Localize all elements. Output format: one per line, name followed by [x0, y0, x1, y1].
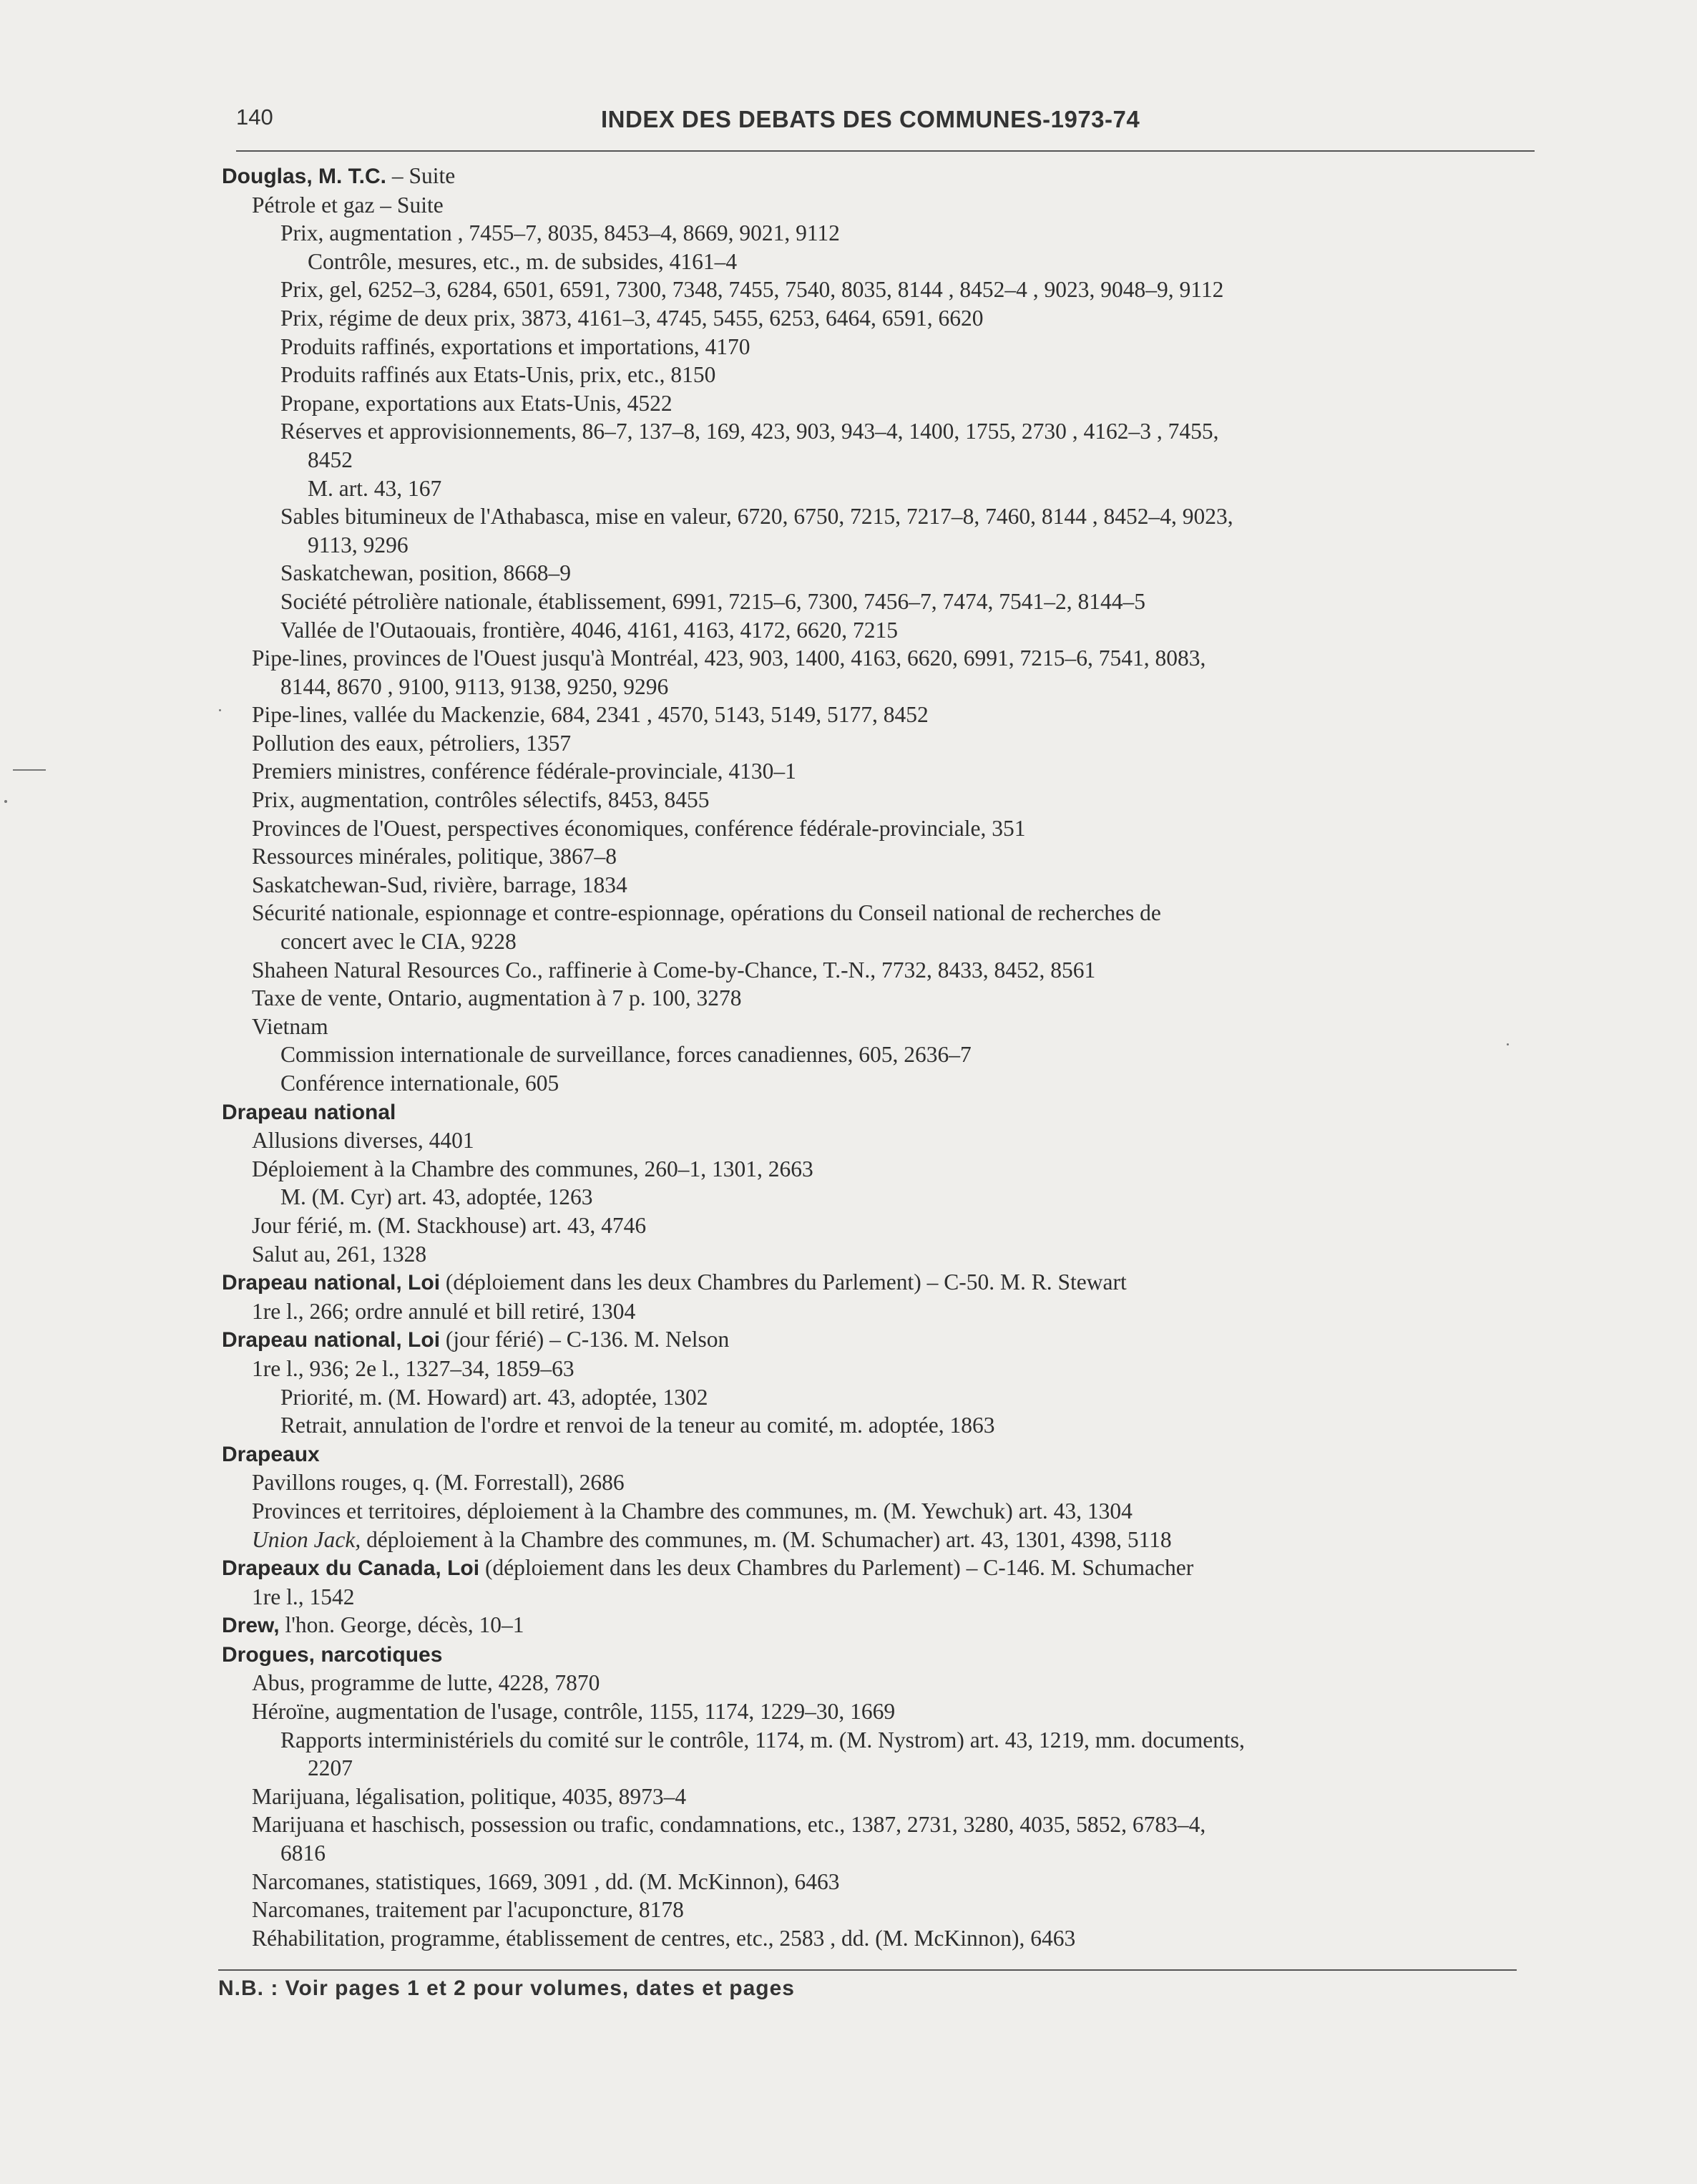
- index-heading: [215, 1325, 1531, 1355]
- entry-text: Abus, programme de lutte, 4228, 7870: [252, 1670, 600, 1696]
- index-subentry: [215, 1040, 1531, 1069]
- index-subentry: [215, 417, 1531, 446]
- index-subentry: [215, 446, 1531, 474]
- entry-text: Produits raffinés, exportations et importations, 4170: [280, 333, 750, 359]
- index-subentry: [215, 1526, 1531, 1554]
- heading-term: Drapeau national, Loi: [222, 1328, 441, 1352]
- index-subentry: [215, 304, 1531, 333]
- index-subentry: [215, 1839, 1531, 1868]
- index-subentry: [215, 842, 1531, 871]
- heading-term: Douglas, M. T.C.: [222, 165, 387, 188]
- heading-term: Drapeau national: [222, 1100, 396, 1124]
- entry-text: 9113, 9296: [308, 532, 409, 557]
- header-rule: [236, 150, 1535, 152]
- entry-text: Taxe de vente, Ontario, augmentation à 7 p. 100, 3278: [252, 985, 742, 1011]
- entry-text: Pollution des eaux, pétroliers, 1357: [252, 730, 572, 756]
- entry-text: 8452: [308, 447, 353, 472]
- entry-text: Provinces de l'Ouest, perspectives économiques, conférence fédérale-provinciale, 351: [252, 815, 1026, 841]
- index-subentry: [215, 673, 1531, 701]
- entry-text: Commission internationale de surveillance, forces canadiennes, 605, 2636–7: [280, 1042, 972, 1068]
- entry-text: Provinces et territoires, déploiement à la Chambre des communes, m. (M. Yewchuk) art. 43, 1304: [252, 1498, 1133, 1524]
- index-subentry: [215, 248, 1531, 276]
- index-subentry: [215, 1726, 1531, 1755]
- entry-text: Déploiement à la Chambre des communes, 260–1, 1301, 2663: [252, 1156, 813, 1181]
- index-subentry: [215, 927, 1531, 956]
- index-subentry: [215, 1697, 1531, 1726]
- index-entries: [215, 162, 1531, 1952]
- entry-text: déploiement à la Chambre des communes, m. (M. Schumacher) art. 43, 1301, 4398, 5118: [361, 1526, 1172, 1552]
- entry-text: Réserves et approvisionnements, 86–7, 137–8, 169, 423, 903, 943–4, 1400, 1755, 2730 , 4162–3 , 7455,: [280, 419, 1219, 444]
- footer-rule: [218, 1969, 1517, 1971]
- index-subentry: [215, 219, 1531, 248]
- index-subentry: [215, 559, 1531, 588]
- scan-speck: [219, 709, 221, 711]
- index-subentry: [215, 1126, 1531, 1155]
- heading-term: Drogues, narcotiques: [222, 1642, 443, 1667]
- entry-text: Conférence internationale, 605: [280, 1071, 559, 1096]
- index-subentry: [215, 616, 1531, 645]
- entry-text: Salut au, 261, 1328: [252, 1241, 427, 1267]
- entry-text: Prix, augmentation , 7455–7, 8035, 8453–4, 8669, 9021, 9112: [280, 220, 840, 246]
- margin-speck: [4, 800, 7, 803]
- index-subentry: [215, 814, 1531, 843]
- entry-text: Prix, régime de deux prix, 3873, 4161–3, 4745, 5455, 6253, 6464, 6591, 6620: [280, 305, 984, 331]
- index-subentry: [215, 1355, 1531, 1383]
- index-subentry: [215, 1155, 1531, 1184]
- entry-text: Rapports interministériels du comité sur le contrôle, 1174, m. (M. Nystrom) art. 43, 1219, mm. documents,: [280, 1727, 1245, 1752]
- index-subentry: [215, 1754, 1531, 1783]
- index-subentry: [215, 1810, 1531, 1839]
- entry-text: Prix, gel, 6252–3, 6284, 6501, 6591, 7300, 7348, 7455, 7540, 8035, 8144 , 8452–4 , 9023, 9048–9, 9112: [280, 277, 1224, 303]
- entry-text: Contrôle, mesures, etc., m. de subsides, 4161–4: [308, 248, 738, 274]
- entry-text: Ressources minérales, politique, 3867–8: [252, 844, 617, 869]
- entry-text: 1re l., 1542: [252, 1584, 355, 1609]
- entry-text: Vietnam: [252, 1013, 328, 1039]
- entry-text: 1re l., 266; ordre annulé et bill retiré, 1304: [252, 1298, 636, 1324]
- index-subentry: [215, 757, 1531, 786]
- entry-text: 2207: [308, 1755, 353, 1781]
- running-title: INDEX DES DEBATS DES COMMUNES-1973-74: [601, 106, 1140, 132]
- index-subentry: [215, 191, 1531, 220]
- entry-text: – Suite: [386, 163, 456, 188]
- entry-text: Sécurité nationale, espionnage et contre-espionnage, opérations du Conseil national de recherches de: [252, 900, 1161, 926]
- margin-mark: [13, 769, 46, 771]
- index-subentry: [215, 899, 1531, 927]
- entry-text: M. (M. Cyr) art. 43, adoptée, 1263: [280, 1184, 593, 1210]
- index-subentry: [215, 333, 1531, 361]
- index-subentry: [215, 1297, 1531, 1326]
- index-subentry: [215, 729, 1531, 758]
- entry-text: Retrait, annulation de l'ordre et renvoi de la teneur au comité, m. adoptée, 1863: [280, 1413, 995, 1438]
- index-heading: [215, 162, 1531, 191]
- index-subentry: [215, 1868, 1531, 1896]
- index-subentry: [215, 1924, 1531, 1953]
- entry-text: Prix, augmentation, contrôles sélectifs, 8453, 8455: [252, 787, 710, 813]
- page-header: [236, 100, 1531, 150]
- entry-text: Priorité, m. (M. Howard) art. 43, adoptée, 1302: [280, 1384, 708, 1410]
- entry-text: Pipe-lines, provinces de l'Ouest jusqu'à Montréal, 423, 903, 1400, 4163, 6620, 6991, 7215–6, 7541, 8083,: [252, 645, 1206, 671]
- entry-text: Allusions diverses, 4401: [252, 1128, 474, 1154]
- index-subentry: [215, 1069, 1531, 1098]
- entry-text: Pavillons rouges, q. (M. Forrestall), 2686: [252, 1470, 625, 1496]
- index-subentry: [215, 1583, 1531, 1612]
- index-heading: [215, 1098, 1531, 1127]
- index-subentry: [215, 1013, 1531, 1041]
- index-subentry: [215, 502, 1531, 531]
- entry-text: Propane, exportations aux Etats-Unis, 4522: [280, 390, 673, 416]
- index-subentry: [215, 644, 1531, 673]
- heading-term: Drapeau national, Loi: [222, 1271, 441, 1295]
- index-subentry: [215, 1896, 1531, 1924]
- entry-text: Pipe-lines, vallée du Mackenzie, 684, 2341 , 4570, 5143, 5149, 5177, 8452: [252, 702, 929, 728]
- index-subentry: [215, 1183, 1531, 1212]
- index-heading: [215, 1640, 1531, 1669]
- entry-text: Jour férié, m. (M. Stackhouse) art. 43, 4746: [252, 1212, 647, 1238]
- entry-text: concert avec le CIA, 9228: [280, 929, 517, 955]
- index-subentry: [215, 1783, 1531, 1811]
- entry-text: Marijuana, légalisation, politique, 4035, 8973–4: [252, 1783, 687, 1809]
- italic-term: Union Jack,: [252, 1526, 361, 1552]
- index-subentry: [215, 701, 1531, 729]
- index-subentry: [215, 588, 1531, 616]
- index-subentry: [215, 984, 1531, 1013]
- entry-text: (déploiement dans les deux Chambres du Parlement) – C-50. M. R. Stewart: [440, 1269, 1127, 1295]
- index-subentry: [215, 1383, 1531, 1412]
- index-subentry: [215, 1240, 1531, 1269]
- entry-text: Marijuana et haschisch, possession ou trafic, condamnations, etc., 1387, 2731, 3280, 4035, 5852, 6783–4,: [252, 1812, 1206, 1838]
- index-subentry: [215, 361, 1531, 389]
- index-subentry: [215, 956, 1531, 985]
- entry-text: Pétrole et gaz – Suite: [252, 192, 444, 218]
- entry-text: Vallée de l'Outaouais, frontière, 4046, 4161, 4163, 4172, 6620, 7215: [280, 617, 899, 643]
- index-subentry: [215, 389, 1531, 418]
- index-subentry: [215, 276, 1531, 304]
- entry-text: Shaheen Natural Resources Co., raffinerie à Come-by-Chance, T.-N., 7732, 8433, 8452, 8561: [252, 957, 1096, 983]
- entry-text: (déploiement dans les deux Chambres du Parlement) – C-146. M. Schumacher: [479, 1555, 1194, 1581]
- entry-text: Société pétrolière nationale, établissement, 6991, 7215–6, 7300, 7456–7, 7474, 7541–2, 8144–5: [280, 588, 1146, 614]
- entry-text: Narcomanes, statistiques, 1669, 3091 , dd. (M. McKinnon), 6463: [252, 1868, 840, 1894]
- heading-term: Drew,: [222, 1614, 280, 1638]
- entry-text: (jour férié) – C-136. M. Nelson: [440, 1327, 730, 1352]
- index-heading: [215, 1440, 1531, 1469]
- index-subentry: [215, 1468, 1531, 1497]
- entry-text: l'hon. George, décès, 10–1: [279, 1612, 524, 1638]
- entry-text: 6816: [280, 1841, 326, 1866]
- entry-text: Produits raffinés aux Etats-Unis, prix, etc., 8150: [280, 362, 716, 388]
- entry-text: 1re l., 936; 2e l., 1327–34, 1859–63: [252, 1355, 574, 1381]
- footnote: N.B. : Voir pages 1 et 2 pour volumes, dates et pages: [218, 1976, 795, 2000]
- index-subentry: [215, 871, 1531, 900]
- entry-text: 8144, 8670 , 9100, 9113, 9138, 9250, 9296: [280, 673, 669, 699]
- entry-text: Héroïne, augmentation de l'usage, contrôle, 1155, 1174, 1229–30, 1669: [252, 1699, 896, 1725]
- index-heading: [215, 1611, 1531, 1640]
- scan-speck: [1507, 1043, 1509, 1045]
- index-heading: [215, 1268, 1531, 1297]
- page-number: 140: [236, 104, 273, 130]
- heading-term: Drapeaux: [222, 1442, 320, 1466]
- index-subentry: [215, 1669, 1531, 1697]
- index-subentry: [215, 786, 1531, 814]
- entry-text: Sables bitumineux de l'Athabasca, mise en valeur, 6720, 6750, 7215, 7217–8, 7460, 8144 , 8452–4, 9023,: [280, 504, 1233, 530]
- entry-text: Premiers ministres, conférence fédérale-provinciale, 4130–1: [252, 759, 796, 784]
- heading-term: Drapeaux du Canada, Loi: [222, 1556, 480, 1581]
- index-subentry: [215, 531, 1531, 560]
- entry-text: Réhabilitation, programme, établissement de centres, etc., 2583 , dd. (M. McKinnon), 6463: [252, 1925, 1076, 1951]
- entry-text: Saskatchewan, position, 8668–9: [280, 560, 571, 586]
- index-subentry: [215, 1411, 1531, 1440]
- index-subentry: [215, 1212, 1531, 1240]
- index-subentry: [215, 1497, 1531, 1526]
- entry-text: M. art. 43, 167: [308, 475, 442, 501]
- index-subentry: [215, 474, 1531, 503]
- index-heading: [215, 1554, 1531, 1583]
- entry-text: Narcomanes, traitement par l'acuponcture, 8178: [252, 1897, 684, 1923]
- entry-text: Saskatchewan-Sud, rivière, barrage, 1834: [252, 872, 627, 897]
